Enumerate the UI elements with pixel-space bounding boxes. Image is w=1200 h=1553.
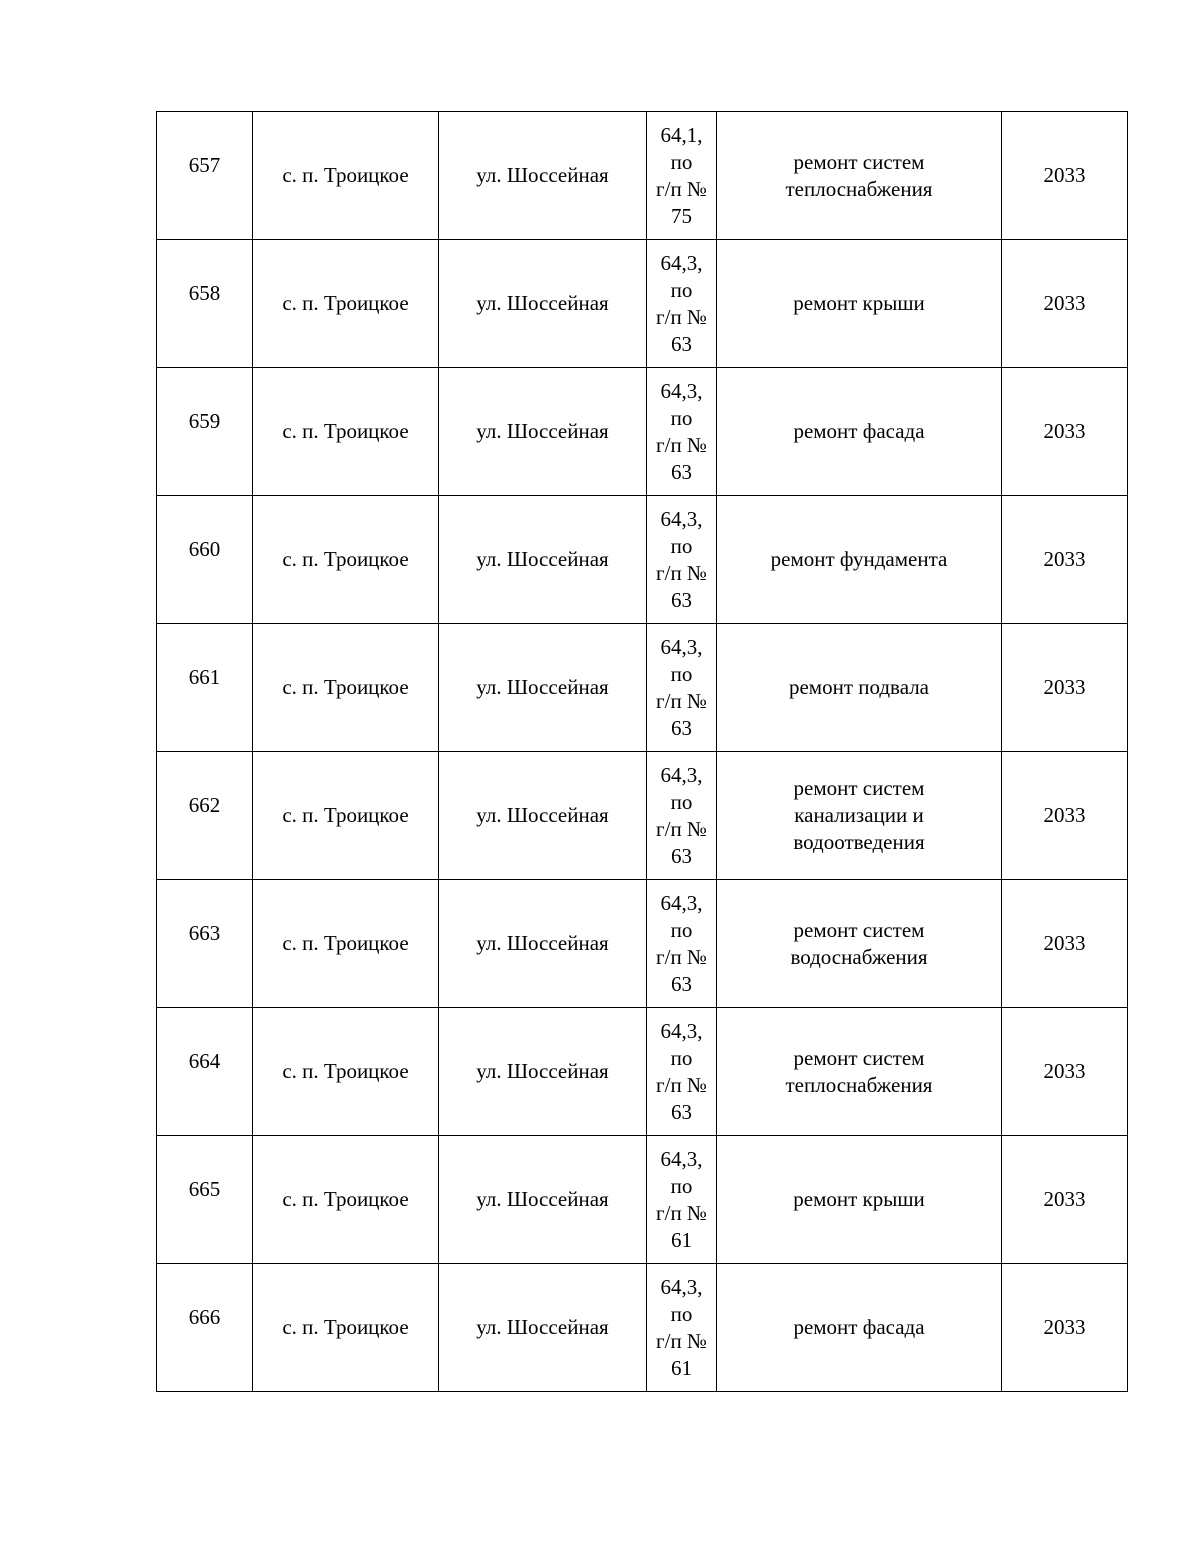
area-cell: 64,3, по г/п № 63	[647, 624, 717, 752]
year-cell: 2033	[1002, 112, 1128, 240]
settlement-cell: с. п. Троицкое	[253, 240, 439, 368]
street-cell: ул. Шоссейная	[439, 880, 647, 1008]
year-cell: 2033	[1002, 1136, 1128, 1264]
work-type-cell: ремонт систем теплоснабжения	[717, 1008, 1002, 1136]
table-row	[157, 112, 1128, 240]
area-cell: 64,3, по г/п № 63	[647, 1008, 717, 1136]
year-cell: 2033	[1002, 752, 1128, 880]
work-type-cell: ремонт фасада	[717, 368, 1002, 496]
street-cell: ул. Шоссейная	[439, 1136, 647, 1264]
street-cell: ул. Шоссейная	[439, 1264, 647, 1392]
row-number: 664	[157, 1008, 253, 1136]
settlement-cell: с. п. Троицкое	[253, 1264, 439, 1392]
settlement-cell: с. п. Троицкое	[253, 368, 439, 496]
table-row	[157, 1008, 1128, 1136]
table-row	[157, 752, 1128, 880]
settlement-cell: с. п. Троицкое	[253, 496, 439, 624]
year-cell: 2033	[1002, 1264, 1128, 1392]
area-cell: 64,3, по г/п № 63	[647, 368, 717, 496]
settlement-cell: с. п. Троицкое	[253, 624, 439, 752]
area-cell: 64,1, по г/п № 75	[647, 112, 717, 240]
area-cell: 64,3, по г/п № 63	[647, 240, 717, 368]
row-number: 660	[157, 496, 253, 624]
street-cell: ул. Шоссейная	[439, 368, 647, 496]
settlement-cell: с. п. Троицкое	[253, 880, 439, 1008]
settlement-cell: с. п. Троицкое	[253, 752, 439, 880]
area-cell: 64,3, по г/п № 63	[647, 752, 717, 880]
row-number: 657	[157, 112, 253, 240]
year-cell: 2033	[1002, 240, 1128, 368]
table-row	[157, 240, 1128, 368]
table-row	[157, 624, 1128, 752]
row-number: 665	[157, 1136, 253, 1264]
street-cell: ул. Шоссейная	[439, 752, 647, 880]
year-cell: 2033	[1002, 368, 1128, 496]
table-row	[157, 880, 1128, 1008]
street-cell: ул. Шоссейная	[439, 496, 647, 624]
table-row	[157, 1136, 1128, 1264]
street-cell: ул. Шоссейная	[439, 240, 647, 368]
work-type-cell: ремонт крыши	[717, 240, 1002, 368]
work-type-cell: ремонт фасада	[717, 1264, 1002, 1392]
area-cell: 64,3, по г/п № 63	[647, 496, 717, 624]
settlement-cell: с. п. Троицкое	[253, 112, 439, 240]
street-cell: ул. Шоссейная	[439, 1008, 647, 1136]
row-number: 662	[157, 752, 253, 880]
area-cell: 64,3, по г/п № 61	[647, 1136, 717, 1264]
work-type-cell: ремонт подвала	[717, 624, 1002, 752]
work-type-cell: ремонт систем канализации и водоотведения	[717, 752, 1002, 880]
row-number: 663	[157, 880, 253, 1008]
year-cell: 2033	[1002, 624, 1128, 752]
work-type-cell: ремонт крыши	[717, 1136, 1002, 1264]
table-row	[157, 496, 1128, 624]
area-cell: 64,3, по г/п № 61	[647, 1264, 717, 1392]
settlement-cell: с. п. Троицкое	[253, 1136, 439, 1264]
work-type-cell: ремонт систем теплоснабжения	[717, 112, 1002, 240]
row-number: 661	[157, 624, 253, 752]
work-type-cell: ремонт систем водоснабжения	[717, 880, 1002, 1008]
settlement-cell: с. п. Троицкое	[253, 1008, 439, 1136]
repair-schedule-table	[156, 111, 1128, 1392]
work-type-cell: ремонт фундамента	[717, 496, 1002, 624]
row-number: 659	[157, 368, 253, 496]
year-cell: 2033	[1002, 496, 1128, 624]
row-number: 666	[157, 1264, 253, 1392]
street-cell: ул. Шоссейная	[439, 112, 647, 240]
table-row	[157, 368, 1128, 496]
year-cell: 2033	[1002, 1008, 1128, 1136]
area-cell: 64,3, по г/п № 63	[647, 880, 717, 1008]
year-cell: 2033	[1002, 880, 1128, 1008]
row-number: 658	[157, 240, 253, 368]
street-cell: ул. Шоссейная	[439, 624, 647, 752]
table-row	[157, 1264, 1128, 1392]
